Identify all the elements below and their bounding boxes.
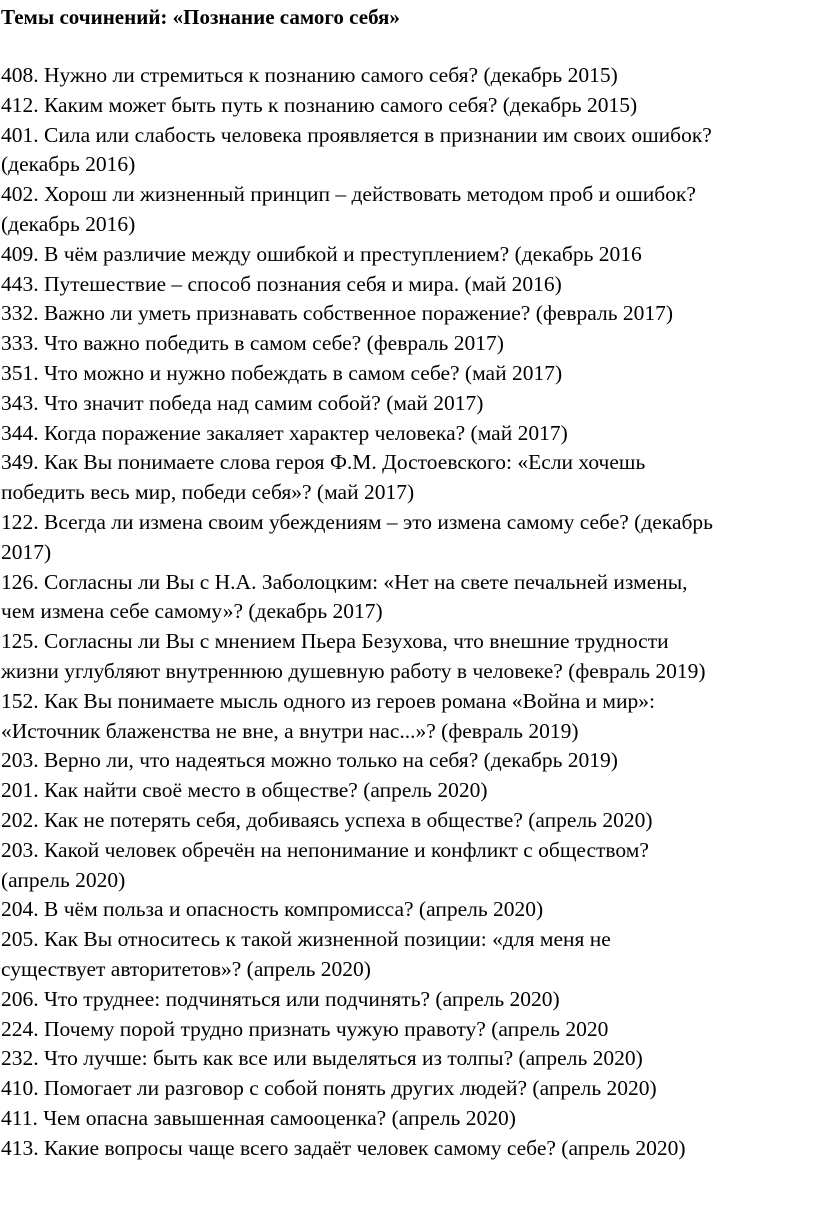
list-item: 349. Как Вы понимаете слова героя Ф.М. Достоевского: «Если хочешь победить весь мир, победи себя»? (май 2017) [1,450,646,505]
list-item: 201. Как найти своё место в обществе? (апрель 2020) [1,778,488,803]
list-item: 409. В чём различие между ошибкой и преступлением? (декабрь 2016 [1,241,642,266]
document-title: Темы сочинений: «Познание самого себя» [1,5,400,29]
list-item: 333. Что важно победить в самом себе? (февраль 2017) [1,331,504,356]
list-item: 443. Путешествие – способ познания себя и мира. (май 2016) [1,271,562,296]
list-item: 203. Верно ли, что надеяться можно только на себя? (декабрь 2019) [1,748,618,773]
list-item: 351. Что можно и нужно побеждать в самом себе? (май 2017) [1,360,563,385]
list-item: 202. Как не потерять себя, добиваясь успеха в обществе? (апрель 2020) [1,807,653,832]
list-item: 401. Сила или слабость человека проявляется в признании им своих ошибок? (декабрь 2016) [1,122,712,177]
list-item: 204. В чём польза и опасность компромисса? (апрель 2020) [1,897,544,922]
list-item: 206. Что труднее: подчиняться или подчинять? (апрель 2020) [1,986,560,1011]
list-item: 412. Каким может быть путь к познанию самого себя? (декабрь 2015) [1,92,638,117]
list-item: 343. Что значит победа над самим собой? (май 2017) [1,390,484,415]
list-item: 205. Как Вы относитесь к такой жизненной позиции: «для меня не существует авторитетов»? (апрель 2020) [1,927,611,981]
list-item: 224. Почему порой трудно признать чужую правоту? (апрель 2020 [1,1016,609,1041]
list-item: 411. Чем опасна завышенная самооценка? (апрель 2020) [1,1105,516,1130]
list-item: 408. Нужно ли стремиться к познанию самого себя? (декабрь 2015) [1,63,618,87]
list-item: 125. Согласны ли Вы с мнением Пьера Безухова, что внешние трудности жизни углубляют внутреннюю душевную работу в человеке? (февраль 2019) [1,629,706,683]
list-item: 332. Важно ли уметь признавать собственное поражение? (февраль 2017) [1,301,674,326]
list-item: 122. Всегда ли измена своим убеждениям – это измена самому себе? (декабрь 2017) [1,509,713,564]
list-item: 203. Какой человек обречён на непонимание и конфликт с обществом? (апрель 2020) [1,837,649,892]
list-item: 344. Когда поражение закаляет характер человека? (май 2017) [1,420,568,445]
list-item: 413. Какие вопросы чаще всего задаёт человек самому себе? (апрель 2020) [1,1135,686,1160]
list-item: 152. Как Вы понимаете мысль одного из героев романа «Война и мир»: «Источник блаженства не вне, а внутри нас...»? (февраль 2019) [1,688,655,743]
list-item: 232. Что лучше: быть как все или выделяться из толпы? (апрель 2020) [1,1046,643,1071]
list-item: 402. Хорош ли жизненный принцип – действовать методом проб и ошибок? (декабрь 2016) [1,182,696,236]
list-item: 126. Согласны ли Вы с Н.А. Заболоцким: «Нет на свете печальней измены, чем измена себе самому»? (декабрь 2017) [1,569,688,624]
list-item: 410. Помогает ли разговор с собой понять других людей? (апрель 2020) [1,1076,657,1101]
topic-list [1,61,816,1163]
